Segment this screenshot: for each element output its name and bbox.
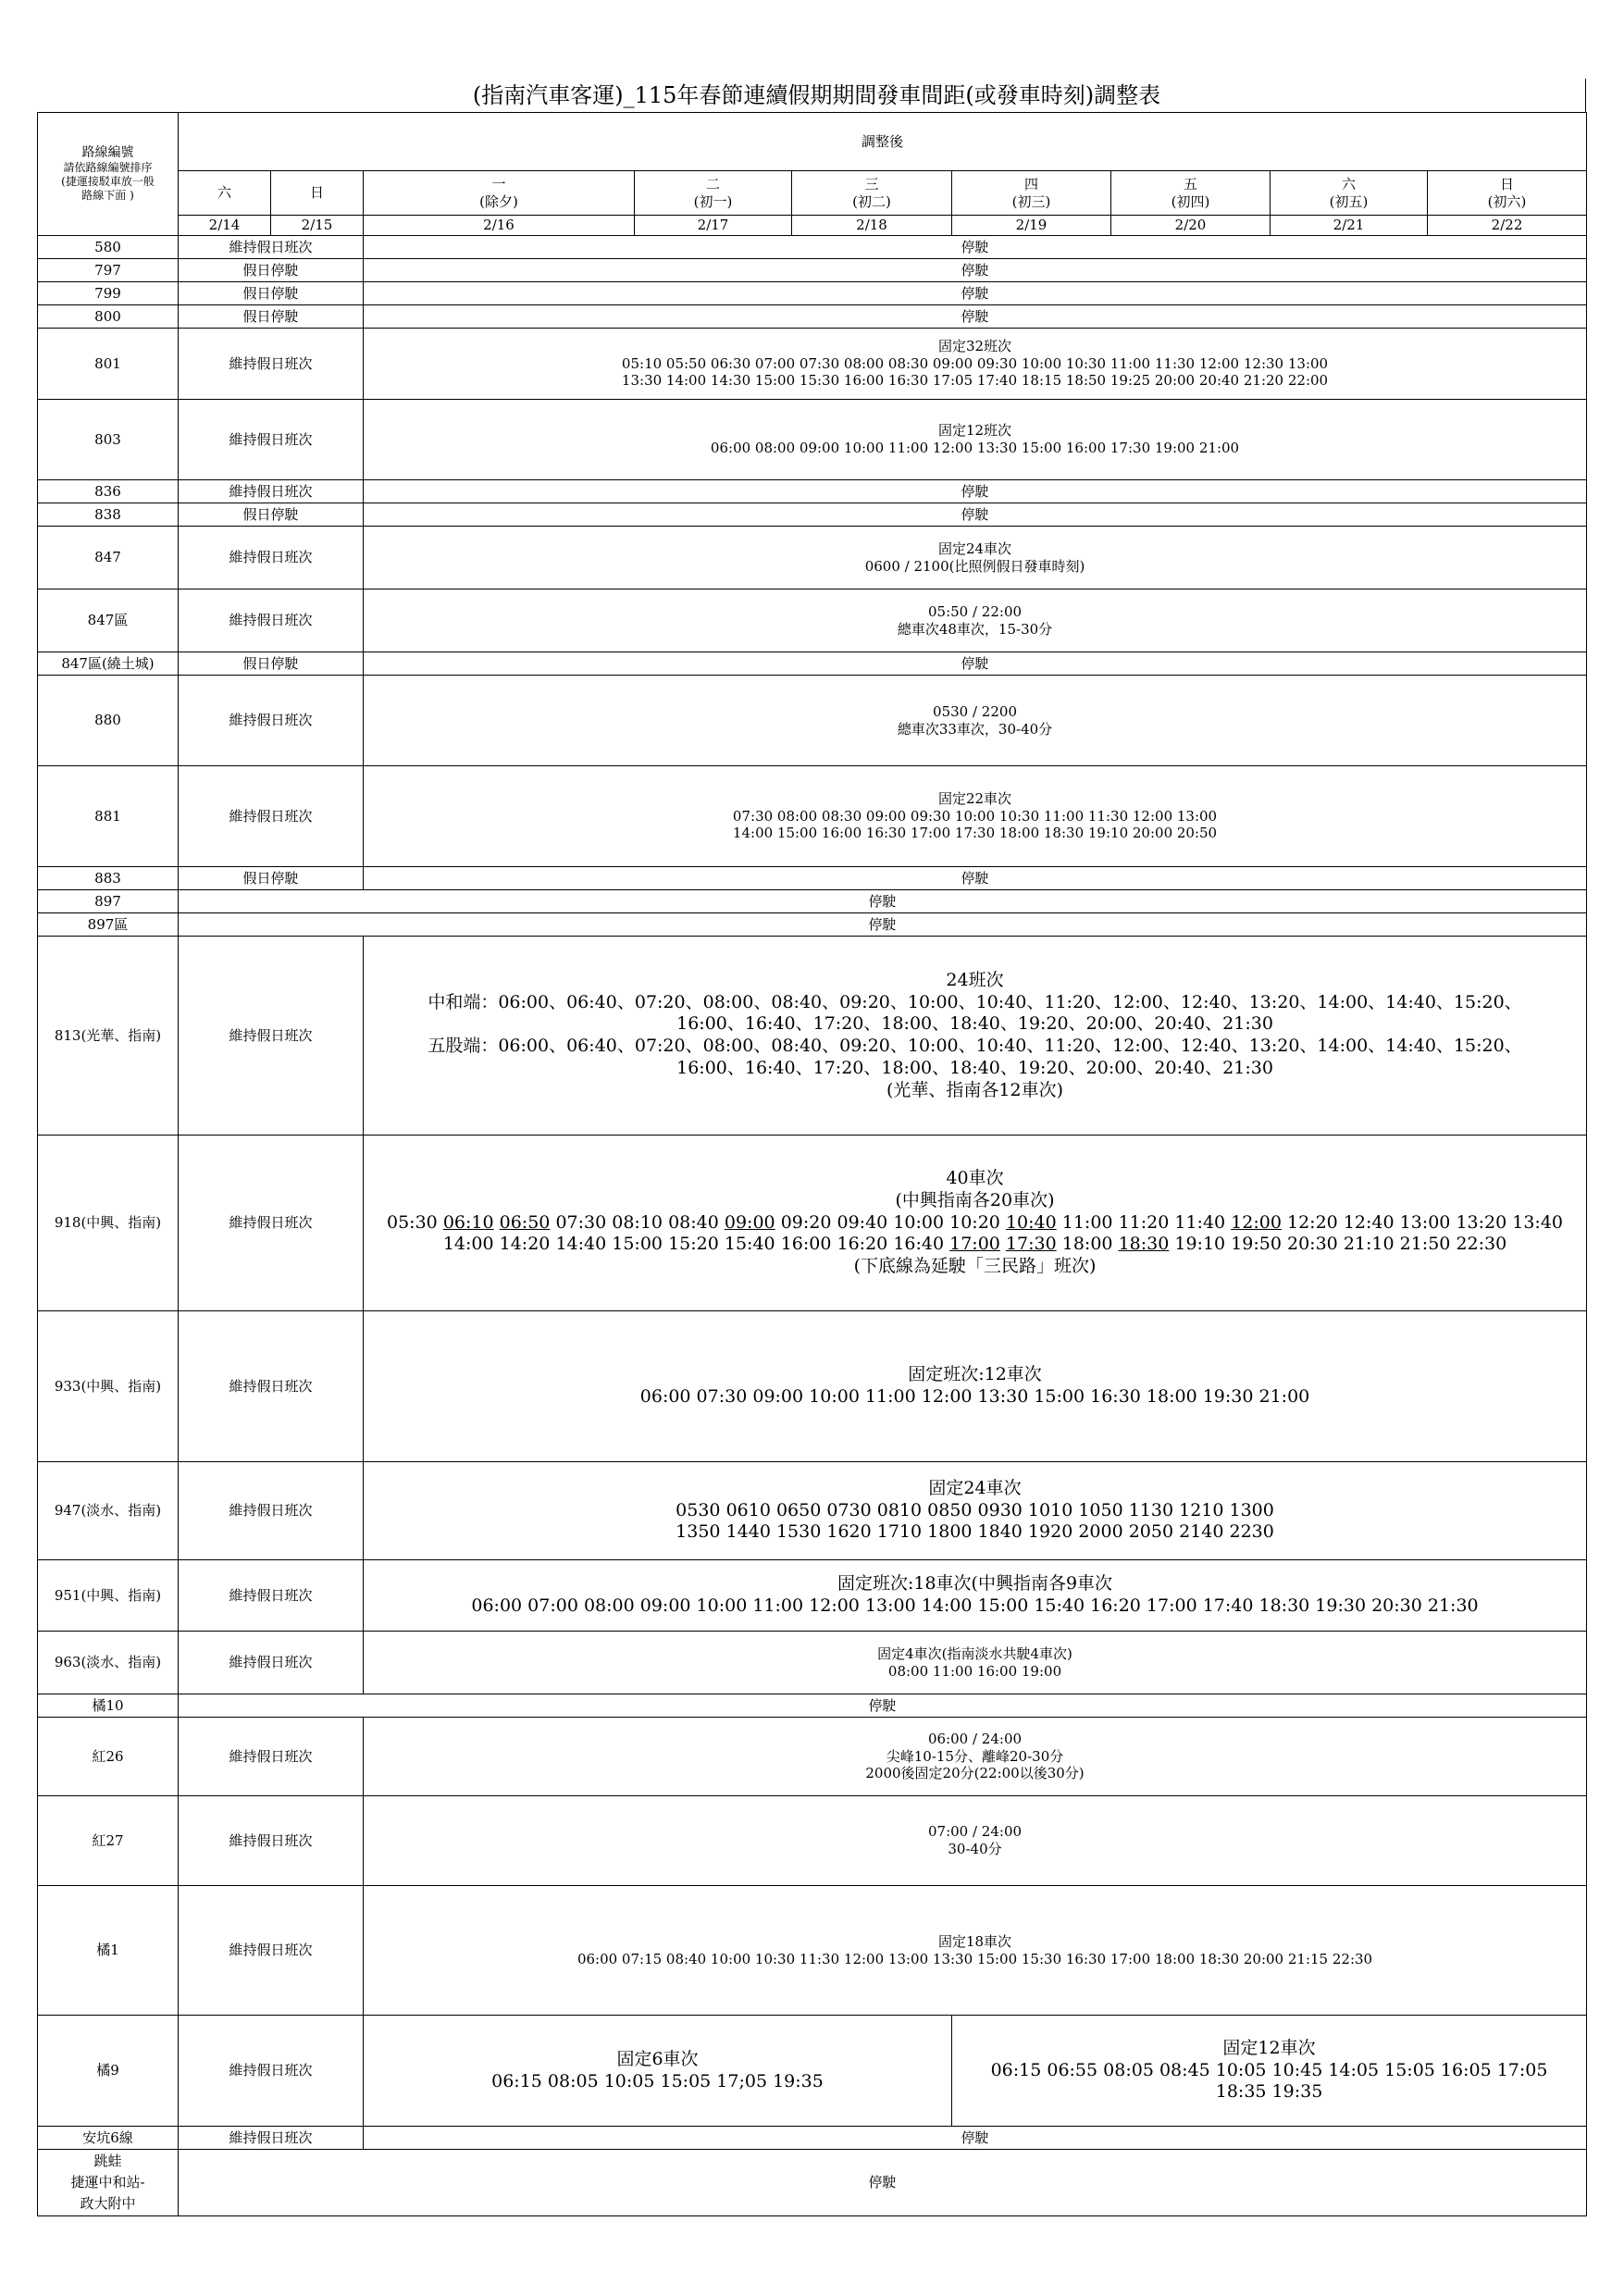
departure-time: 18:00 [1061,1234,1113,1255]
schedule-cell: 固定32班次 05:10 05:50 06:30 07:00 07:30 08:00 08:30 09:00 09:30 10:00 10:30 11:00 11:30 12:00 12:30 13:00 13:30 14:00 14:30 15:00 15:30 16:00 16:30 17:05 17:40 18:15 18:50 19:25 20:00 20:40 21:20 22:00 [364,329,1587,400]
table-row [38,2127,1587,2150]
route-cell: 803 [38,400,179,480]
schedule-cell: 停駛 [179,890,1587,913]
table-row [38,1136,1587,1311]
schedule-cell: 停駛 [179,913,1587,937]
day-header: 五 (初四) [1111,171,1271,216]
route-number-header [38,113,179,236]
schedule-cell: 停駛 [179,1694,1587,1718]
route-cell: 947(淡水、指南) [38,1462,179,1560]
departure-time: 13:40 [1512,1211,1564,1233]
date-header: 2/16 [364,216,635,236]
departure-time: 16:20 [837,1234,888,1255]
day-header: 六 [179,171,271,216]
route-cell: 836 [38,480,179,503]
schedule-cell: 停駛 [364,259,1587,282]
schedule-cell: 固定24車次 0600 / 2100(比照例假日發車時刻) [364,527,1587,590]
departure-time: 13:00 [1399,1211,1451,1233]
table-row [38,400,1587,480]
weekend-cell: 維持假日班次 [179,236,364,259]
departure-time: 12:40 [1343,1211,1395,1233]
route-cell: 933(中興、指南) [38,1311,179,1462]
route-cell: 橘9 [38,2016,179,2127]
departure-time: 11:40 [1174,1211,1226,1233]
day-header: 二 (初一) [635,171,792,216]
departure-time: 15:00 [612,1234,663,1255]
departure-time: 18:30 [1118,1234,1170,1255]
table-row [38,1886,1587,2016]
route-cell: 799 [38,282,179,305]
date-header: 2/21 [1271,216,1428,236]
weekend-cell: 維持假日班次 [179,1462,364,1560]
departure-time: 07:30 [555,1211,607,1233]
route-cell: 801 [38,329,179,400]
route-cell: 897 [38,890,179,913]
day-header: 六 (初五) [1271,171,1428,216]
departure-time: 15:40 [724,1234,775,1255]
weekend-cell: 維持假日班次 [179,527,364,590]
schedule-cell: 停駛 [364,480,1587,503]
schedule-cell: 停駛 [364,2127,1587,2150]
weekend-cell: 假日停駛 [179,652,364,676]
route-cell: 847 [38,527,179,590]
route-cell: 紅26 [38,1718,179,1796]
table-row [38,1632,1587,1694]
route-cell: 紅27 [38,1796,179,1886]
schedule-table [37,112,1587,2216]
schedule-cell: 40車次 (中興指南各20車次) 05:30 06:10 06:50 07:30 08:10 08:40 09:00 09:20 09:40 10:00 10:20 10:40 11:00 11:20 11:40 12:00 12:20 12:40 13:00 13:20 13:40 14:00 14:20 14:40 15:00 15:20 15:40 16:00 16:20 16:40 17:00 17:30 18:00 18:30 19:10 19:50 20:30 21:10 21:50 22:30 (下底線為延駛「三民路」班次) [364,1136,1587,1311]
weekend-cell: 假日停駛 [179,503,364,527]
schedule-cell: 停駛 [364,305,1587,329]
schedule-cell: 24班次 中和端：06:00、06:40、07:20、08:00、08:40、09:20、10:00、10:40、11:20、12:00、12:40、13:20、14:00、14:40、15:20、 16:00、16:40、17:20、18:00、18:40、19:20、20:00、20:40、21:30 五股端：06:00、06:40、07:20、08:00、08:40、09:20、10:00、10:40、11:20、12:00、12:40、13:20、14:00、14:40、15:20、 16:00、16:40、17:20、18:00、18:40、19:20、20:00、20:40、21:30 (光華、指南各12車次) [364,937,1587,1136]
departure-time: 10:40 [1005,1211,1057,1233]
weekend-cell: 假日停駛 [179,305,364,329]
route-header-note-2: (捷運接駁車放一般 [61,175,155,189]
day-header: 三 (初二) [792,171,952,216]
schedule-cell: 停駛 [364,236,1587,259]
table-row [38,329,1587,400]
departure-time: 10:20 [949,1211,1000,1233]
route-header-note-3: 路線下面 ) [81,189,134,203]
schedule-cell: 停駛 [364,282,1587,305]
weekend-cell: 維持假日班次 [179,1136,364,1311]
route-cell: 951(中興、指南) [38,1560,179,1632]
route-cell: 918(中興、指南) [38,1136,179,1311]
departure-time: 14:20 [499,1234,551,1255]
weekend-cell: 維持假日班次 [179,1886,364,2016]
table-row [38,503,1587,527]
departure-time: 22:30 [1456,1234,1507,1255]
page-title: (指南汽車客運)_115年春節連續假期期間發車間距(或發車時刻)調整表 [472,82,1161,108]
weekend-cell: 維持假日班次 [179,937,364,1136]
departure-time: 21:10 [1343,1234,1395,1255]
schedule-cell-part-a: 固定6車次 06:15 08:05 10:05 15:05 17;05 19:35 [364,2016,952,2127]
departure-time: 16:00 [780,1234,832,1255]
schedule-cell: 固定24車次 0530 0610 0650 0730 0810 0850 0930 1010 1050 1130 1210 1300 1350 1440 1530 1620 1710 1800 1840 1920 2000 2050 2140 2230 [364,1462,1587,1560]
schedule-cell: 固定班次:18車次(中興指南各9車次 06:00 07:00 08:00 09:00 10:00 11:00 12:00 13:00 14:00 15:00 15:40 16:20 17:00 17:40 18:30 19:30 20:30 21:30 [364,1560,1587,1632]
table-row [38,1796,1587,1886]
departure-time: 12:00 [1231,1211,1282,1233]
weekend-cell: 假日停駛 [179,867,364,890]
table-row [38,590,1587,652]
schedule-cell: 停駛 [364,652,1587,676]
departure-time: 17:00 [949,1234,1000,1255]
table-row [38,527,1587,590]
weekend-cell: 維持假日班次 [179,2127,364,2150]
route-cell: 580 [38,236,179,259]
date-header: 2/14 [179,216,271,236]
right-rule [1585,79,1586,112]
table-row [38,236,1587,259]
route-cell: 813(光華、指南) [38,937,179,1136]
departure-time: 16:40 [893,1234,945,1255]
weekend-cell: 維持假日班次 [179,329,364,400]
route-cell: 847區 [38,590,179,652]
departure-time: 11:00 [1061,1211,1113,1233]
adjusted-header: 調整後 [179,113,1587,171]
route-cell: 881 [38,766,179,867]
date-header: 2/17 [635,216,792,236]
route-cell: 963(淡水、指南) [38,1632,179,1694]
route-cell: 800 [38,305,179,329]
schedule-cell: 05:50 / 22:00 總車次48車次，15-30分 [364,590,1587,652]
departure-time: 17:30 [1005,1234,1057,1255]
table-row [38,1311,1587,1462]
route-header-note-1: 請依路線編號排序 [63,161,153,175]
departure-time: 05:30 [387,1211,438,1233]
route-cell: 橘1 [38,1886,179,2016]
departure-time: 09:40 [837,1211,888,1233]
schedule-cell: 固定18車次 06:00 07:15 08:40 10:00 10:30 11:30 12:00 13:00 13:30 15:00 15:30 16:30 17:00 18:00 18:30 20:00 21:15 22:30 [364,1886,1587,2016]
route-cell: 跳蛙 捷運中和站- 政大附中 [38,2150,179,2216]
table-row [38,1560,1587,1632]
table-row [38,480,1587,503]
route-cell: 安坑6線 [38,2127,179,2150]
table-row [38,676,1587,766]
table-row [38,2150,1587,2216]
schedule-cell: 固定班次:12車次 06:00 07:30 09:00 10:00 11:00 12:00 13:30 15:00 16:30 18:00 19:30 21:00 [364,1311,1587,1462]
departure-time: 06:10 [442,1211,494,1233]
schedule-cell: 停駛 [364,503,1587,527]
schedule-cell: 停駛 [364,867,1587,890]
date-header: 2/18 [792,216,952,236]
weekend-cell: 維持假日班次 [179,1718,364,1796]
departure-time: 14:00 [442,1234,494,1255]
schedule-cell: 固定12班次 06:00 08:00 09:00 10:00 11:00 12:00 13:30 15:00 16:00 17:30 19:00 21:00 [364,400,1587,480]
departure-time: 21:50 [1399,1234,1451,1255]
day-header: 日 [271,171,364,216]
departure-time: 11:20 [1118,1211,1170,1233]
departure-time: 09:00 [724,1211,775,1233]
weekend-cell: 維持假日班次 [179,1560,364,1632]
schedule-cell: 07:00 / 24:00 30-40分 [364,1796,1587,1886]
day-header: 四 (初三) [952,171,1111,216]
departure-time: 08:10 [612,1211,663,1233]
table-row [38,890,1587,913]
table-row [38,937,1587,1136]
departure-time: 13:20 [1456,1211,1507,1233]
weekend-cell: 維持假日班次 [179,590,364,652]
table-row [38,259,1587,282]
route-cell: 897區 [38,913,179,937]
weekend-cell: 維持假日班次 [179,2016,364,2127]
schedule-cell: 06:00 / 24:00 尖峰10-15分、離峰20-30分 2000後固定20分(22:00以後30分) [364,1718,1587,1796]
departure-time: 14:40 [555,1234,607,1255]
table-row [38,2016,1587,2127]
departure-time: 20:30 [1287,1234,1338,1255]
weekend-cell: 維持假日班次 [179,400,364,480]
route-cell: 880 [38,676,179,766]
route-cell: 838 [38,503,179,527]
route-header-title: 路線編號 [81,144,134,160]
table-row [38,913,1587,937]
schedule-cell: 0530 / 2200 總車次33車次，30-40分 [364,676,1587,766]
schedule-cell: 固定4車次(指南淡水共駛4車次) 08:00 11:00 16:00 19:00 [364,1632,1587,1694]
date-header: 2/22 [1428,216,1587,236]
route-cell: 847區(繞土城) [38,652,179,676]
schedule-cell: 固定22車次 07:30 08:00 08:30 09:00 09:30 10:00 10:30 11:00 11:30 12:00 13:00 14:00 15:00 16:00 16:30 17:00 17:30 18:00 18:30 19:10 20:00 20:50 [364,766,1587,867]
weekend-cell: 假日停駛 [179,282,364,305]
weekend-cell: 假日停駛 [179,259,364,282]
schedule-cell: 停駛 [179,2150,1587,2216]
table-row [38,1462,1587,1560]
departure-time: 15:20 [668,1234,719,1255]
departure-time: 19:10 [1174,1234,1226,1255]
departure-time: 19:50 [1231,1234,1282,1255]
table-row [38,652,1587,676]
schedule-cell-part-b: 固定12車次 06:15 06:55 08:05 08:45 10:05 10:45 14:05 15:05 16:05 17:05 18:35 19:35 [952,2016,1587,2127]
table-row [38,305,1587,329]
route-cell: 797 [38,259,179,282]
route-cell: 橘10 [38,1694,179,1718]
date-header: 2/15 [271,216,364,236]
day-header: 一 (除夕) [364,171,635,216]
weekend-cell: 維持假日班次 [179,766,364,867]
departure-time: 10:00 [893,1211,945,1233]
departure-time: 12:20 [1287,1211,1338,1233]
table-row [38,867,1587,890]
weekend-cell: 維持假日班次 [179,1796,364,1886]
weekend-cell: 維持假日班次 [179,480,364,503]
route-cell: 883 [38,867,179,890]
departure-time: 09:20 [780,1211,832,1233]
departure-time: 08:40 [668,1211,719,1233]
table-row [38,1718,1587,1796]
day-header: 日 (初六) [1428,171,1587,216]
departure-time: 06:50 [499,1211,551,1233]
date-header: 2/20 [1111,216,1271,236]
weekend-cell: 維持假日班次 [179,1632,364,1694]
departure-times [364,1212,1586,1257]
weekend-cell: 維持假日班次 [179,676,364,766]
table-row [38,766,1587,867]
date-header: 2/19 [952,216,1111,236]
weekend-cell: 維持假日班次 [179,1311,364,1462]
table-row [38,1694,1587,1718]
table-row [38,282,1587,305]
